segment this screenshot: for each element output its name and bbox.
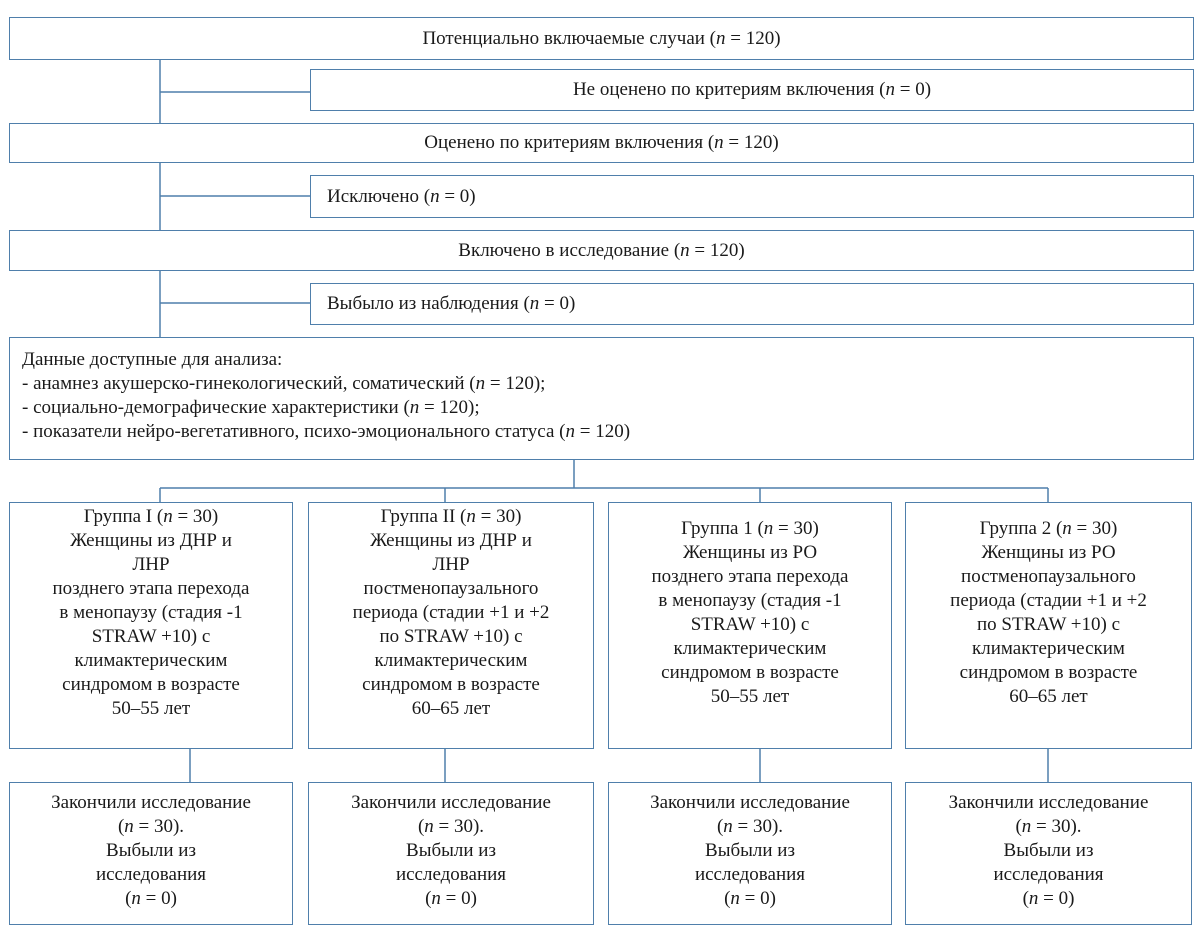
outcome-box-3: [608, 782, 892, 925]
group-title: Группа 2 (n = 30): [979, 518, 1118, 539]
group-line: климактерическим: [673, 638, 827, 659]
group-line: климактерическим: [74, 650, 228, 671]
excluded-box: [310, 175, 1194, 218]
group-line: Женщины из РО: [981, 542, 1116, 563]
outcome-line: Выбыли из: [1003, 840, 1094, 861]
outcome-line: исследования: [395, 864, 507, 885]
outcome-line: Выбыли из: [705, 840, 795, 861]
analysis-item: - анамнез акушерско-гинекологический, соматический (n = 120);: [22, 373, 546, 394]
assessed-box: [9, 123, 1194, 163]
group-line: Женщины из РО: [682, 542, 818, 563]
outcome-line: Выбыли из: [406, 840, 496, 861]
group-box-4: [905, 502, 1192, 749]
outcome-line: Закончили исследование: [948, 792, 1149, 813]
group-line: климактерическим: [374, 650, 528, 671]
outcome-line: (n = 30).: [1015, 816, 1082, 837]
group-line: ЛНР: [132, 554, 170, 575]
group-box-1: [9, 502, 293, 749]
group-line: STRAW +10) с: [91, 626, 211, 647]
group-line: STRAW +10) с: [690, 614, 810, 635]
analysis-item: - показатели нейро-вегетативного, психо-эмоционального статуса (n = 120): [22, 421, 631, 442]
group-line: постменопаузального: [961, 566, 1136, 587]
outcome-box-1: [9, 782, 293, 925]
not-assessed-box: [310, 69, 1194, 111]
group-line: по STRAW +10) с: [976, 614, 1121, 635]
dropped-text: Выбыло из наблюдения (n = 0): [327, 293, 576, 314]
group-line: ЛНР: [432, 554, 470, 575]
included-text: Включено в исследование (n = 120): [458, 239, 745, 261]
outcome-line: (n = 30).: [117, 816, 185, 837]
group-line: в менопаузу (стадия -1: [59, 602, 243, 623]
group-line: позднего этапа перехода: [651, 566, 849, 587]
excluded-text: Исключено (n = 0): [327, 185, 476, 207]
outcome-line: (n = 30).: [417, 816, 485, 837]
group-line: Женщины из ДНР и: [70, 530, 232, 551]
group-line: по STRAW +10) с: [379, 626, 523, 647]
potential-cases-box: [9, 17, 1194, 60]
group-line: синдромом в возрасте: [62, 674, 240, 695]
group-line: 50–55 лет: [710, 686, 790, 707]
group-title: Группа 1 (n = 30): [681, 518, 819, 539]
group-line: позднего этапа перехода: [52, 578, 250, 599]
analysis-item: - социально-демографические характеристики (n = 120);: [22, 397, 480, 418]
not-assessed-text: Не оценено по критериям включения (n = 0): [572, 79, 932, 100]
outcome-line: Закончили исследование: [51, 792, 251, 813]
group-title: Группа I (n = 30): [83, 506, 219, 527]
group-line: 50–55 лет: [111, 698, 191, 719]
outcome-line: исследования: [694, 864, 806, 885]
dropped-box: [310, 283, 1194, 325]
included-box: [9, 230, 1194, 271]
assessed-text: Оценено по критериям включения (n = 120): [424, 132, 779, 153]
group-line: периода (стадии +1 и +2: [352, 602, 550, 623]
outcome-line: исследования: [993, 864, 1104, 885]
group-line: климактерическим: [972, 638, 1125, 659]
group-line: синдромом в возрасте: [661, 662, 839, 683]
outcome-line: исследования: [95, 864, 207, 885]
outcome-line: (n = 0): [125, 888, 177, 909]
potential-cases-text: Потенциально включаемые случаи (n = 120): [422, 27, 781, 49]
outcome-line: (n = 0): [724, 888, 776, 909]
group-line: в менопаузу (стадия -1: [658, 590, 842, 611]
group-box-3: [608, 502, 892, 749]
group-title: Группа II (n = 30): [380, 506, 522, 527]
group-box-2: [308, 502, 594, 749]
analysis-heading: Данные доступные для анализа:: [22, 349, 283, 370]
group-line: 60–65 лет: [411, 698, 491, 719]
group-line: периода (стадии +1 и +2: [950, 590, 1147, 611]
group-line: постменопаузального: [363, 578, 539, 599]
outcome-line: (n = 0): [1022, 888, 1075, 909]
group-line: синдромом в возрасте: [362, 674, 540, 695]
outcome-line: Выбыли из: [106, 840, 196, 861]
group-line: Женщины из ДНР и: [370, 530, 532, 551]
outcome-line: (n = 0): [425, 888, 477, 909]
outcome-box-2: [308, 782, 594, 925]
outcome-line: (n = 30).: [716, 816, 784, 837]
outcome-line: Закончили исследование: [650, 792, 850, 813]
outcome-box-4: [905, 782, 1192, 925]
group-line: синдромом в возрасте: [959, 662, 1138, 683]
outcome-line: Закончили исследование: [351, 792, 551, 813]
group-line: 60–65 лет: [1009, 686, 1088, 707]
analysis-box: [9, 337, 1194, 460]
